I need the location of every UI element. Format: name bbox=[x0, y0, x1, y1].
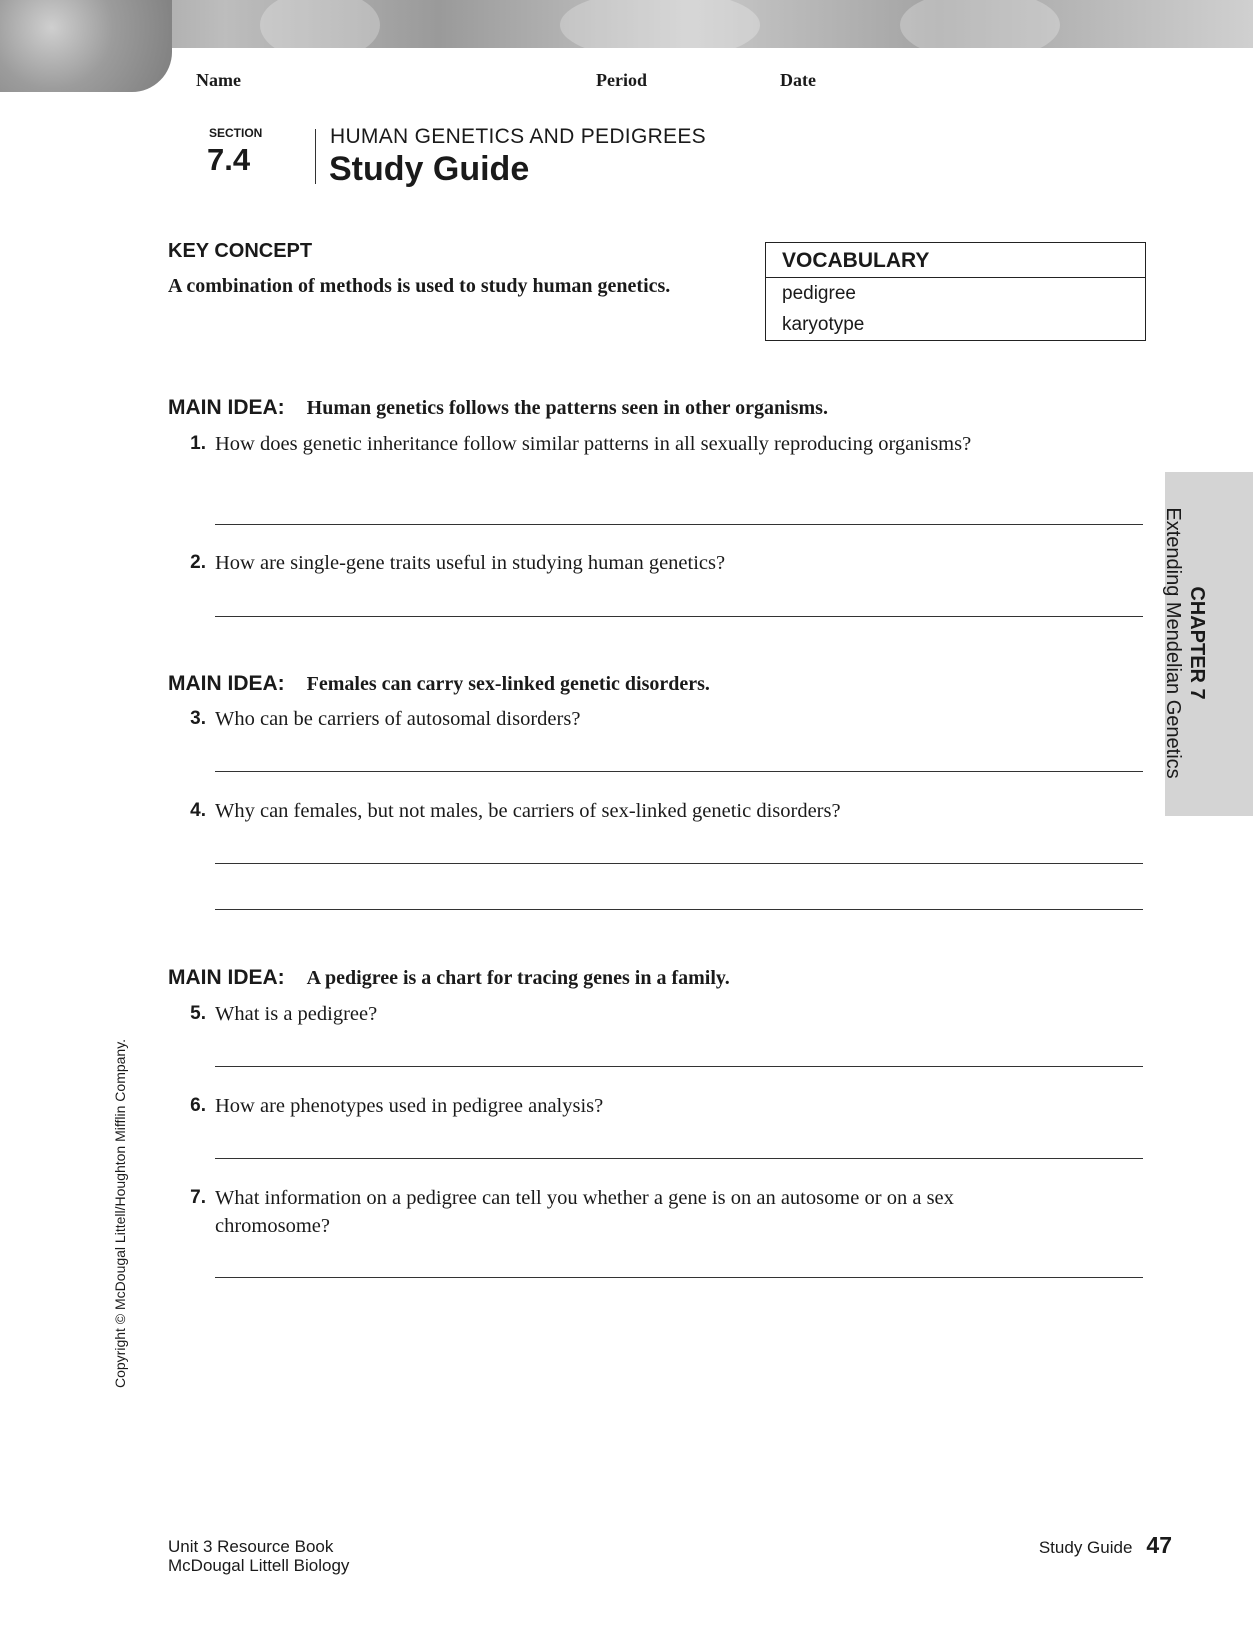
section-number: 7.4 bbox=[207, 142, 251, 177]
footer-label: Study Guide bbox=[1038, 1538, 1133, 1557]
question-number: 4. bbox=[190, 800, 206, 821]
question-number: 2. bbox=[190, 552, 206, 573]
period-label: Period bbox=[596, 70, 647, 90]
section-divider bbox=[315, 129, 316, 184]
section-label: SECTION bbox=[209, 126, 263, 140]
banner-corner-image bbox=[0, 0, 172, 92]
copyright-notice: Copyright © McDougal Littell/Houghton Mifflin Company. bbox=[112, 1038, 128, 1388]
question-text: How are single-gene traits useful in studying human genetics? bbox=[215, 552, 726, 574]
answer-line[interactable] bbox=[215, 1066, 1143, 1067]
banner-decoration bbox=[900, 0, 1060, 48]
chapter-number: CHAPTER 7 bbox=[1186, 586, 1208, 700]
name-label: Name bbox=[196, 70, 241, 90]
answer-line[interactable] bbox=[215, 1277, 1143, 1278]
answer-line[interactable] bbox=[215, 616, 1143, 617]
banner-decoration bbox=[260, 0, 380, 48]
footer-page-info bbox=[1039, 1532, 1172, 1559]
main-idea-heading bbox=[168, 672, 710, 696]
chapter-tab-text bbox=[1161, 502, 1209, 784]
vocabulary-item: karyotype bbox=[782, 314, 865, 335]
key-concept-heading: KEY CONCEPT bbox=[168, 240, 313, 262]
page-title: Study Guide bbox=[329, 150, 530, 188]
vocabulary-item: pedigree bbox=[782, 283, 856, 304]
question-text: How are phenotypes used in pedigree analysis? bbox=[215, 1095, 604, 1117]
chapter-title: Extending Mendelian Genetics bbox=[1162, 507, 1184, 779]
section-subtitle: HUMAN GENETICS AND PEDIGREES bbox=[330, 125, 706, 148]
footer-publisher: McDougal Littell Biology bbox=[168, 1556, 350, 1575]
vocabulary-heading: VOCABULARY bbox=[766, 243, 1145, 278]
question-text: How does genetic inheritance follow similar patterns in all sexually reproducing organisms? bbox=[215, 433, 972, 455]
answer-line[interactable] bbox=[215, 863, 1143, 864]
main-idea-label: MAIN IDEA: bbox=[168, 966, 285, 989]
question-number: 7. bbox=[190, 1187, 206, 1208]
answer-line[interactable] bbox=[215, 909, 1143, 910]
page-number: 47 bbox=[1146, 1532, 1172, 1558]
main-idea-text: Human genetics follows the patterns seen in other organisms. bbox=[306, 397, 828, 419]
main-idea-text: Females can carry sex-linked genetic disorders. bbox=[306, 673, 710, 695]
key-concept-text: A combination of methods is used to study human genetics. bbox=[168, 275, 671, 297]
answer-line[interactable] bbox=[215, 1158, 1143, 1159]
main-idea-heading bbox=[168, 396, 828, 420]
main-idea-heading bbox=[168, 966, 730, 990]
question-number: 3. bbox=[190, 708, 206, 729]
date-label: Date bbox=[780, 70, 816, 90]
question-text: What is a pedigree? bbox=[215, 1003, 378, 1025]
footer-book-info bbox=[168, 1537, 349, 1575]
main-idea-text: A pedigree is a chart for tracing genes in a family. bbox=[306, 967, 730, 989]
vocabulary-box bbox=[765, 242, 1146, 341]
question-text: Why can females, but not males, be carriers of sex-linked genetic disorders? bbox=[215, 800, 841, 822]
question-text: Who can be carriers of autosomal disorders? bbox=[215, 708, 581, 730]
question-text: What information on a pedigree can tell you whether a gene is on an autosome or on a sex chromosome? bbox=[215, 1187, 954, 1237]
answer-line[interactable] bbox=[215, 771, 1143, 772]
main-idea-label: MAIN IDEA: bbox=[168, 672, 285, 695]
question-number: 6. bbox=[190, 1095, 206, 1116]
footer-book: Unit 3 Resource Book bbox=[168, 1537, 334, 1556]
answer-line[interactable] bbox=[215, 524, 1143, 525]
main-idea-label: MAIN IDEA: bbox=[168, 396, 285, 419]
banner-decoration bbox=[560, 0, 760, 48]
header-banner-image bbox=[0, 0, 1253, 48]
question-number: 5. bbox=[190, 1003, 206, 1024]
question-number: 1. bbox=[190, 433, 206, 454]
